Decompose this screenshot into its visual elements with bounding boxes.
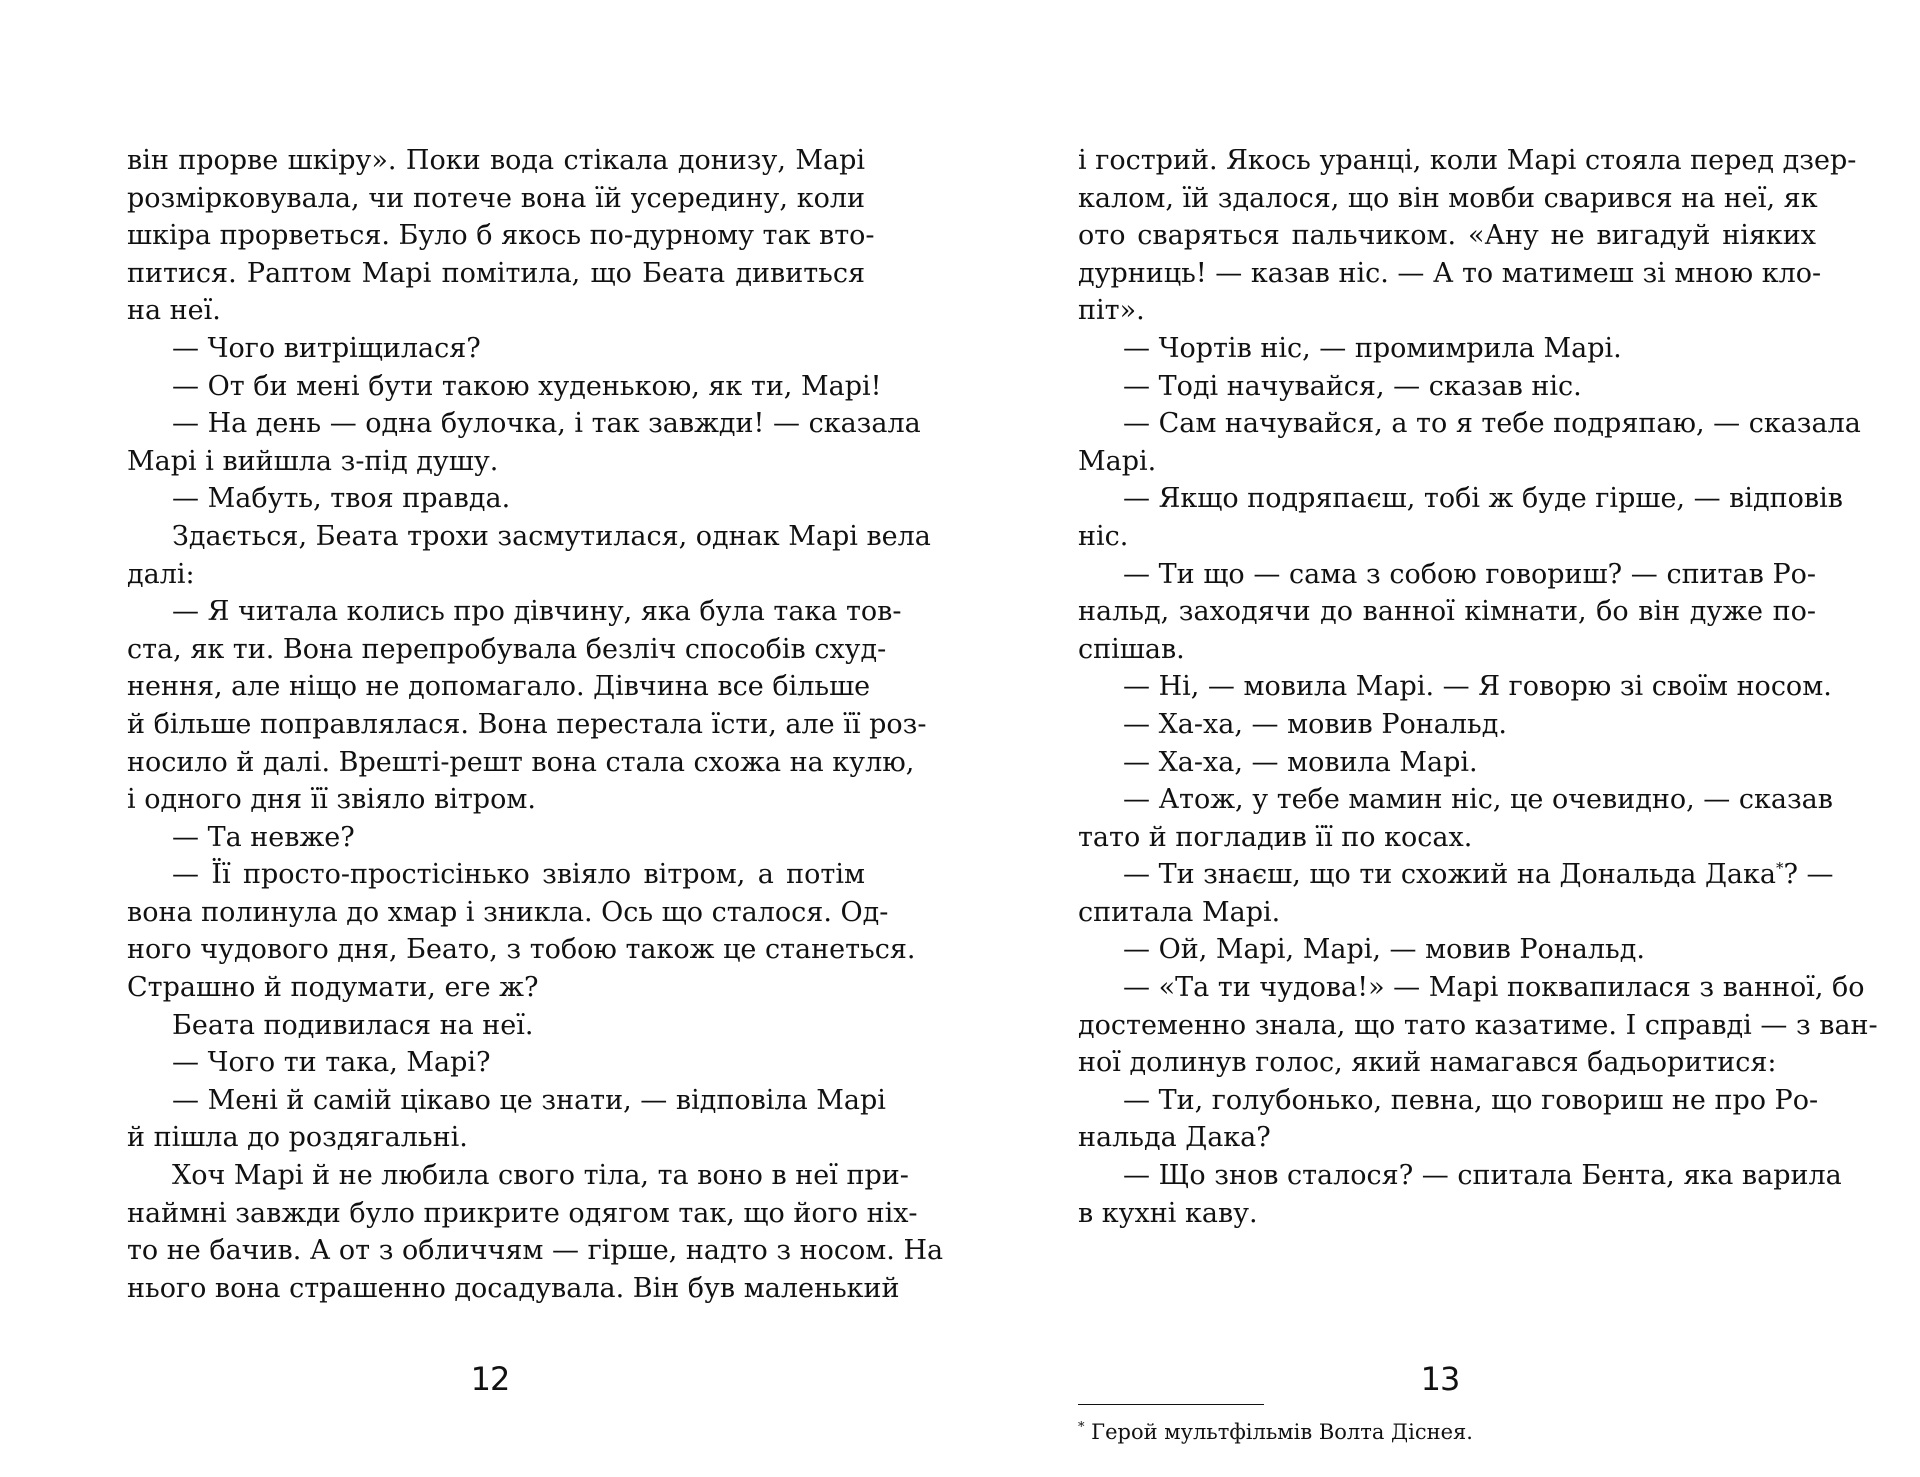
text-line-content: нальд, заходячи до ванної кімнати, бо він дуже по- [1078, 596, 1816, 628]
text-line-content: — Ой, Марі, Марі, — мовив Рональд. [1123, 934, 1645, 966]
text-line-content: Хоч Марі й не любила свого тіла, та воно в неї при- [172, 1160, 909, 1192]
text-line-content: ста, як ти. Вона перепробувала безліч способів схуд- [127, 633, 887, 665]
text-line [127, 1270, 900, 1308]
text-line [1078, 668, 1832, 706]
text-line-content: вона полинула до хмар і зникла. Ось що сталося. Од- [127, 896, 889, 928]
text-line-content: — Мабуть, твоя правда. [172, 483, 511, 515]
text-line-content: й пішла до роздягальні. [127, 1122, 468, 1154]
text-line-content: далі: [127, 558, 195, 590]
text-line-content: — Атож, у тебе мамин ніс, це очевидно, — сказав [1123, 784, 1833, 816]
text-line-content: — Мені й самій цікаво це знати, — відповіла Марі [172, 1084, 886, 1116]
text-line [1078, 1195, 1816, 1233]
text-line-content: нення, але ніщо не допомагало. Дівчина все більше [127, 671, 871, 703]
text-line [127, 443, 865, 481]
text-line-content: ніс. [1078, 520, 1129, 552]
text-line-content: піт». [1078, 295, 1145, 327]
text-line-content: питися. Раптом Марі помітила, що Беата дивиться [127, 257, 865, 289]
text-line [1078, 330, 1816, 368]
text-line-content: — Ха-ха, — мовив Рональд. [1123, 708, 1507, 740]
text-line [1078, 142, 1857, 180]
text-line [127, 856, 865, 894]
text-line-content: — Я читала колись про дівчину, яка була така тов- [172, 596, 902, 628]
right-page-text [1078, 142, 1878, 1232]
text-line [1078, 180, 1816, 218]
text-line [127, 706, 927, 744]
text-line [127, 1044, 865, 1082]
text-line-content: і гострий. Якось уранці, коли Марі стояла перед дзер- [1078, 145, 1857, 176]
text-line-content: — Ні, — мовила Марі. — Я говорю зі своїм носом. [1123, 671, 1832, 703]
text-line-content: ного чудового дня, Беато, з тобою також це станеться. [127, 934, 916, 966]
text-line-content: дурниць! — казав ніс. — А то матимеш зі мною кло- [1078, 257, 1822, 289]
footnote [1078, 1420, 1473, 1444]
text-line-content: — Та невже? [172, 821, 355, 853]
text-line-content: Марі. [1078, 445, 1157, 477]
text-line-content: — Ти, голубонько, певна, що говориш не про Ро- [1123, 1084, 1819, 1116]
text-line-content: на неї. [127, 295, 221, 327]
text-line [127, 480, 865, 518]
text-line [127, 1157, 909, 1195]
text-line [1078, 217, 1816, 255]
footnote-text: Герой мультфільмів Волта Діснея. [1084, 1420, 1473, 1444]
text-line-content: нього вона страшенно досадувала. Він був маленький [127, 1272, 900, 1304]
text-line [127, 1082, 886, 1120]
text-line [127, 1119, 865, 1157]
text-line [1078, 368, 1816, 406]
text-line-content: — Чого ти така, Марі? [172, 1047, 491, 1079]
text-line [1078, 894, 1816, 932]
text-line [1078, 781, 1833, 819]
text-line-content: Здається, Беата трохи засмутилася, однак Марі вела [172, 520, 931, 552]
text-line-content: й більше поправлялася. Вона перестала їсти, але її роз- [127, 708, 927, 740]
left-page [127, 142, 944, 1307]
text-line [127, 368, 882, 406]
text-line [127, 819, 865, 857]
text-line-content: ото сваряться пальчиком. «Ану не вигадуй ніяких [1078, 220, 1816, 252]
text-line [127, 931, 916, 969]
text-line-content: достеменно знала, що тато казатиме. І справді — з ван- [1078, 1009, 1878, 1041]
text-line [1078, 631, 1816, 669]
text-line [127, 1232, 944, 1270]
text-line [1078, 405, 1861, 443]
text-line [127, 744, 915, 782]
text-line [1078, 856, 1834, 894]
text-line [127, 556, 865, 594]
text-line-content: — Чого витріщилася? [172, 332, 481, 364]
text-line [127, 894, 889, 932]
text-line-content: шкіра прорветься. Було б якось по-дурному так вто- [127, 220, 875, 252]
text-line-content: наймні завжди було прикрите одягом так, що його ніх- [127, 1197, 918, 1229]
left-page-text [127, 142, 944, 1307]
text-line [127, 518, 931, 556]
text-line-content: — Якщо подряпаєш, тобі ж буде гірше, — відповів [1123, 483, 1843, 515]
text-line [1078, 255, 1822, 293]
text-line [127, 142, 865, 180]
text-line-content: носило й далі. Врешті-решт вона стала схожа на кулю, [127, 746, 915, 778]
text-line [127, 255, 865, 293]
text-line-content: нальда Дака? [1078, 1122, 1271, 1154]
text-line [127, 292, 865, 330]
footnote-rule [1078, 1404, 1264, 1405]
text-line-content: і одного дня її звіяло вітром. [127, 784, 536, 816]
page-number-right: 13 [1420, 1360, 1460, 1398]
text-line-content: розмірковувала, чи потече вона їй усередину, коли [127, 182, 865, 214]
text-line [1078, 819, 1816, 857]
text-line [127, 631, 887, 669]
text-line [1078, 931, 1816, 969]
text-line [127, 330, 865, 368]
text-line-content: в кухні каву. [1078, 1197, 1258, 1229]
text-line [1078, 1007, 1878, 1045]
text-line-content: спішав. [1078, 633, 1185, 665]
text-line [127, 405, 921, 443]
text-line [1078, 556, 1816, 594]
text-line-content: калом, їй здалося, що він мовби сварився на неї, як [1078, 182, 1818, 214]
text-line-content: — Ти знаєш, що ти схожий на Дональда Дака [1123, 859, 1776, 891]
text-line-content: тато й погладив її по косах. [1078, 821, 1473, 853]
text-line [127, 217, 875, 255]
text-line-content: Марі і вийшла з-під душу. [127, 445, 499, 477]
text-line-content: — Ха-ха, — мовила Марі. [1123, 746, 1478, 778]
text-line [1078, 744, 1816, 782]
text-line [1078, 480, 1843, 518]
text-line [1078, 1082, 1819, 1120]
text-line [127, 180, 865, 218]
text-line-tail: ? — [1783, 859, 1834, 891]
text-line [127, 781, 865, 819]
page-number-left: 12 [470, 1360, 510, 1398]
text-line-content: — Що знов сталося? — спитала Бента, яка варила [1123, 1160, 1842, 1192]
text-line-content: ної долинув голос, який намагався бадьоритися: [1078, 1047, 1777, 1079]
text-line-content: то не бачив. А от з обличчям — гірше, надто з носом. На [127, 1235, 944, 1267]
text-line [1078, 292, 1816, 330]
text-line [127, 969, 865, 1007]
text-line [1078, 706, 1816, 744]
text-line [1078, 443, 1816, 481]
text-line-content: Беата подивилася на неї. [172, 1009, 534, 1041]
text-line [127, 1007, 865, 1045]
footnote-reference: * [1776, 859, 1784, 878]
text-line-content: — «Та ти чудова!» — Марі поквапилася з ванної, бо [1123, 972, 1865, 1004]
text-line-content: спитала Марі. [1078, 896, 1281, 928]
text-line [1078, 1157, 1842, 1195]
text-line-content: — Тоді начувайся, — сказав ніс. [1123, 370, 1582, 402]
text-line [127, 1195, 918, 1233]
footnote-mark: * [1078, 1420, 1085, 1435]
text-line-content: Страшно й подумати, еге ж? [127, 972, 539, 1004]
text-line [1078, 593, 1816, 631]
text-line-content: — Сам начувайся, а то я тебе подряпаю, — сказала [1123, 408, 1861, 440]
text-line [127, 593, 902, 631]
text-line [1078, 1044, 1816, 1082]
text-line-content: — От би мені бути такою худенькою, як ти, Марі! [172, 370, 882, 402]
text-line [1078, 518, 1816, 556]
text-line-content: — Її просто-простісінько звіяло вітром, а потім [172, 859, 865, 891]
text-line-content: — Чортів ніс, — промимрила Марі. [1123, 332, 1622, 364]
text-line-content: він прорве шкіру». Поки вода стікала донизу, Марі [127, 145, 865, 176]
text-line-content: — Ти що — сама з собою говориш? — спитав Ро- [1123, 558, 1816, 590]
text-line [1078, 1119, 1816, 1157]
text-line [1078, 969, 1865, 1007]
text-line-content: — На день — одна булочка, і так завжди! — сказала [172, 408, 921, 440]
text-line [127, 668, 871, 706]
